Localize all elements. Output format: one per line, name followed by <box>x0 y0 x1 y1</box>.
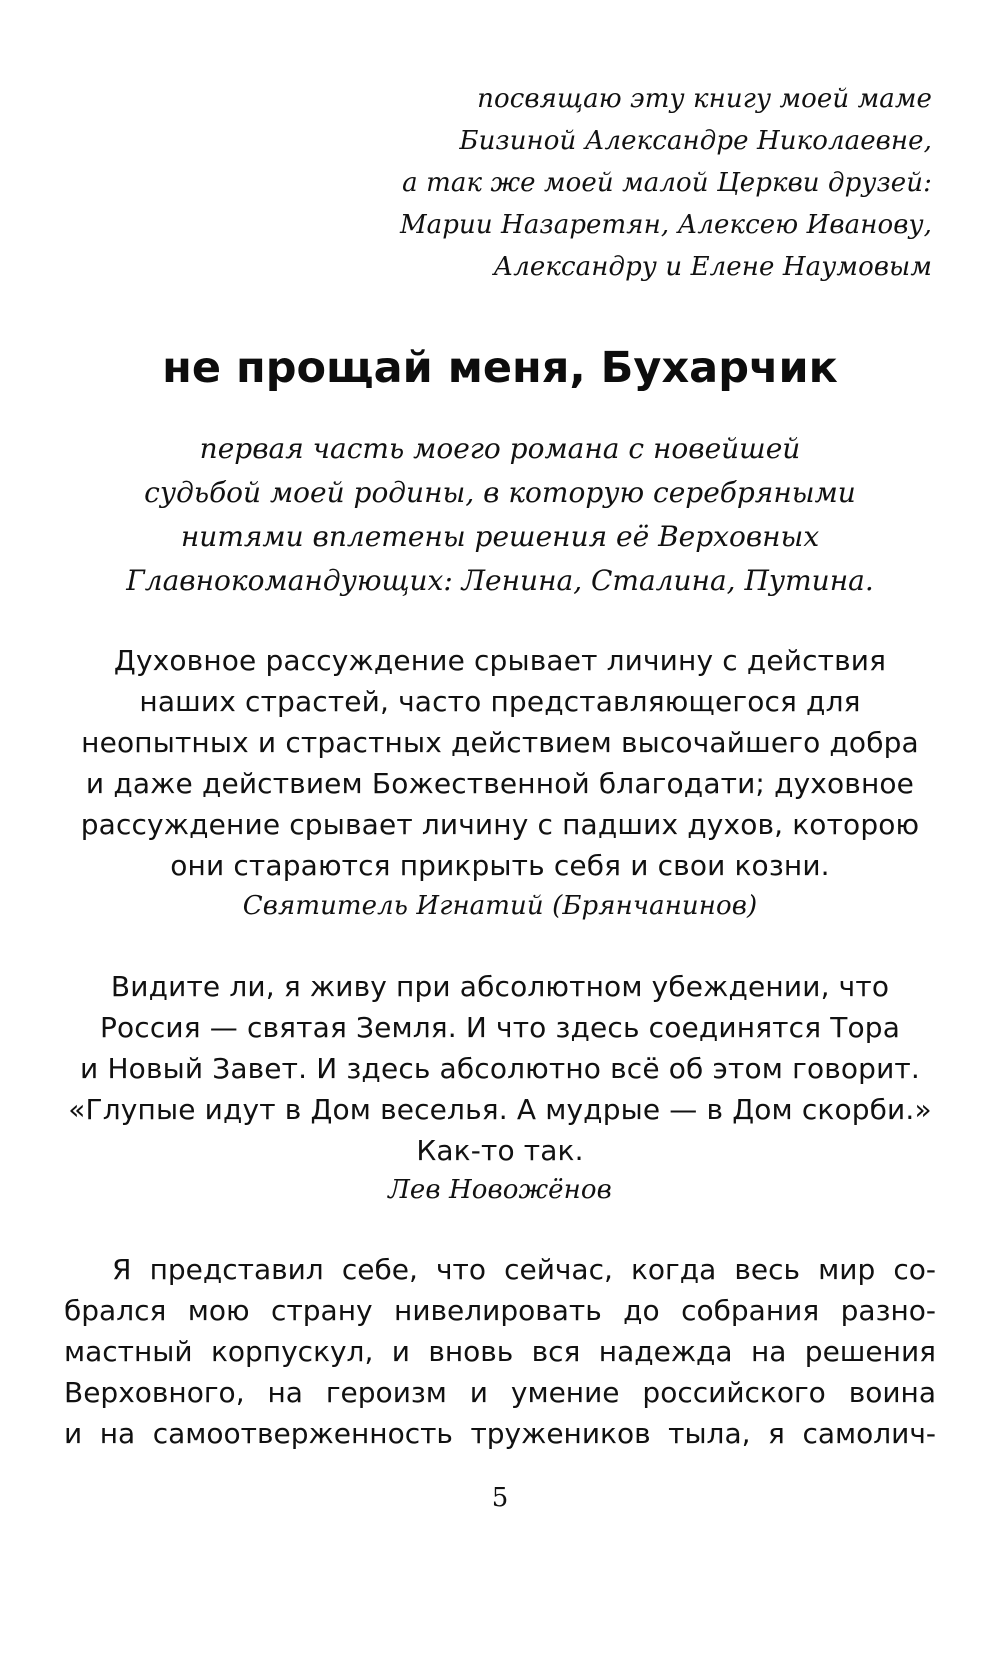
dedication-line: посвящаю эту книгу моей маме <box>477 84 932 114</box>
epigraph-line: и даже действием Божественной благодати; духовное <box>85 767 915 800</box>
body-line: Верховного, на героизм и умение российского воина <box>64 1376 936 1409</box>
epigraph-author: Святитель Игнатий (Брянчанинов) <box>242 891 758 921</box>
epigraph-line: Россия — святая Земля. И что здесь соединятся Тора <box>99 1011 901 1044</box>
body-line: мастный корпускул, и вновь вся надежда на решения <box>64 1335 936 1368</box>
dedication-line: а так же моей малой Церкви друзей: <box>402 168 932 198</box>
dedication-line: Александру и Елене Наумовым <box>493 252 932 282</box>
epigraph-line: и Новый Завет. И здесь абсолютно всё об этом говорит. <box>80 1052 920 1085</box>
dedication-line: Бизиной Александре Николаевне, <box>459 126 932 156</box>
book-title: не прощай меня, Бухарчик <box>162 343 838 393</box>
subtitle-line: судьбой моей родины, в которую серебряными <box>144 476 856 509</box>
epigraph-line: Духовное рассуждение срывает личину с действия <box>113 644 887 677</box>
epigraph-author: Лев Новожёнов <box>388 1175 612 1205</box>
body-line: брался мою страну нивелировать до собрания разно- <box>64 1294 936 1327</box>
subtitle-line: Главнокомандующих: Ленина, Сталина, Путина. <box>126 564 874 597</box>
subtitle-line: нитями вплетены решения её Верховных <box>180 520 820 553</box>
epigraph-line: «Глупые идут в Дом веселья. А мудрые — в Дом скорби.» <box>68 1093 932 1126</box>
body-line: и на самоотверженность тружеников тыла, я самолич- <box>64 1417 936 1450</box>
epigraph-line: неопытных и страстных действием высочайшего добра <box>81 726 919 759</box>
subtitle-line: первая часть моего романа с новейшей <box>199 432 801 465</box>
body-line: Я представил себе, что сейчас, когда весь мир со- <box>112 1253 936 1286</box>
dedication-line: Марии Назаретян, Алексею Иванову, <box>399 210 932 240</box>
epigraph-line: они стараются прикрыть себя и свои козни. <box>170 849 830 882</box>
page-number: 5 <box>491 1483 509 1513</box>
epigraph-line: Как-то так. <box>416 1134 584 1167</box>
epigraph-line: наших страстей, часто представляющегося для <box>139 685 861 718</box>
epigraph-line: Видите ли, я живу при абсолютном убеждении, что <box>110 970 890 1003</box>
epigraph-line: рассуждение срывает личину с падших духов, которою <box>80 808 920 841</box>
